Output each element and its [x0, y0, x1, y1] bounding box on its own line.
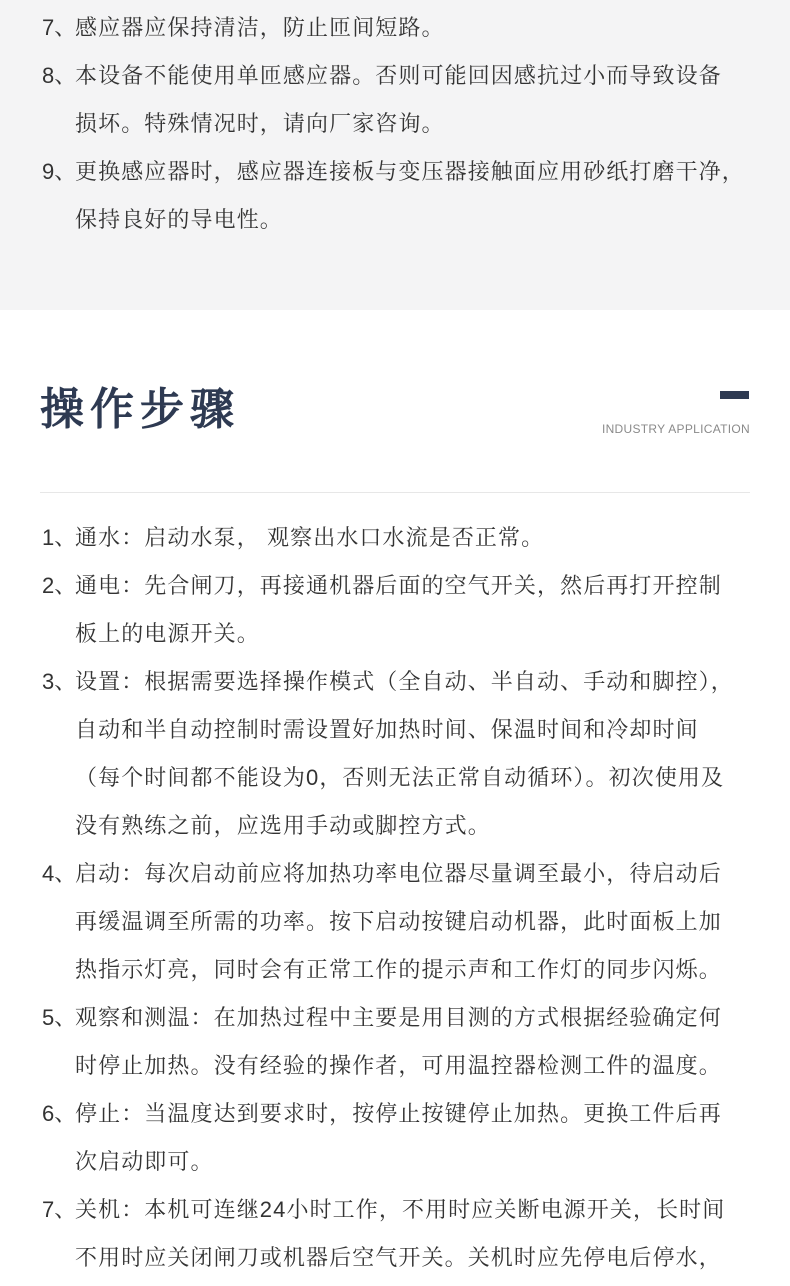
list-item-number: 4、 — [42, 861, 77, 886]
list-line-text: 感应器应保持清洁，防止匝间短路。 — [75, 15, 445, 40]
list-line — [42, 1090, 750, 1138]
list-item-number — [42, 196, 75, 244]
list-line-text: 自动和半自动控制时需设置好加热时间、保温时间和冷却时间 — [75, 717, 699, 742]
list-item-number: 8、 — [42, 63, 77, 88]
list-item-number: 3、 — [42, 669, 77, 694]
list-line — [42, 196, 750, 244]
list-item-number — [42, 946, 75, 994]
list-item-number — [42, 610, 75, 658]
list-line — [42, 100, 750, 148]
list-line-text: 没有熟练之前，应选用手动或脚控方式。 — [75, 813, 491, 838]
list-item-number: 2、 — [42, 573, 77, 598]
list-line — [42, 4, 750, 52]
list-line — [42, 1234, 750, 1282]
list-line-text: 通电：先合闸刀，再接通机器后面的空气开关，然后再打开控制 — [75, 573, 722, 598]
list-line-text: 时停止加热。没有经验的操作者，可用温控器检测工件的温度。 — [75, 1053, 722, 1078]
list-line — [42, 850, 750, 898]
operation-steps-section — [0, 493, 790, 1282]
list-line — [42, 946, 750, 994]
list-item-number: 9、 — [42, 159, 77, 184]
list-line — [42, 1138, 750, 1186]
list-item-number: 1、 — [42, 525, 77, 550]
list-line-text: 本设备不能使用单匝感应器。否则可能回因感抗过小而导致设备 — [75, 63, 722, 88]
list-line-text: 停止：当温度达到要求时，按停止按键停止加热。更换工件后再 — [75, 1101, 722, 1126]
list-item-number — [42, 1042, 75, 1090]
list-item-number — [42, 898, 75, 946]
list-line — [42, 1186, 750, 1234]
list-line-text: 观察和测温：在加热过程中主要是用目测的方式根据经验确定何 — [75, 1005, 722, 1030]
list-item-number: 7、 — [42, 15, 77, 40]
list-line-text: 通水：启动水泵， 观察出水口水流是否正常。 — [75, 525, 545, 550]
list-line — [42, 898, 750, 946]
accent-dash — [720, 391, 749, 399]
list-line-text: 更换感应器时，感应器连接板与变压器接触面应用砂纸打磨干净， — [75, 159, 745, 184]
list-line — [42, 562, 750, 610]
page-title: 操作步骤 — [40, 385, 240, 434]
section-header — [0, 310, 790, 435]
list-item-number — [42, 802, 75, 850]
list-item-number — [42, 1138, 75, 1186]
list-line — [42, 514, 750, 562]
list-line-text: 启动：每次启动前应将加热功率电位器尽量调至最小，待启动后 — [75, 861, 722, 886]
list-line-text: 损坏。特殊情况时，请向厂家咨询。 — [75, 111, 445, 136]
list-line — [42, 658, 750, 706]
list-line-text: 不用时应关闭闸刀或机器后空气开关。关机时应先停电后停水， — [75, 1245, 722, 1270]
list-item-number: 7、 — [42, 1197, 77, 1222]
list-line — [42, 994, 750, 1042]
list-line — [42, 148, 750, 196]
list-line-text: （每个时间都不能设为0，否则无法正常自动循环）。初次使用及 — [75, 765, 725, 790]
list-line-text: 设置：根据需要选择操作模式（全自动、半自动、手动和脚控）， — [75, 669, 734, 694]
list-item-number — [42, 754, 75, 802]
list-item-number — [42, 100, 75, 148]
list-item-number — [42, 1234, 75, 1282]
list-line — [42, 706, 750, 754]
list-item-number: 6、 — [42, 1101, 77, 1126]
section-subtitle: INDUSTRY APPLICATION — [601, 422, 750, 436]
list-line-text: 保持良好的导电性。 — [75, 207, 283, 232]
list-line-text: 板上的电源开关。 — [75, 621, 260, 646]
list-item-number: 5、 — [42, 1005, 77, 1030]
list-line — [42, 52, 750, 100]
list-line-text: 关机：本机可连继24小时工作，不用时应关断电源开关，长时间 — [75, 1197, 726, 1222]
list-line-text: 热指示灯亮，同时会有正常工作的提示声和工作灯的同步闪烁。 — [75, 957, 722, 982]
list-line-text: 再缓温调至所需的功率。按下启动按键启动机器，此时面板上加 — [75, 909, 722, 934]
list-line — [42, 802, 750, 850]
safety-notes-section — [0, 0, 790, 310]
list-line-text: 次启动即可。 — [75, 1149, 214, 1174]
list-line — [42, 1042, 750, 1090]
list-line — [42, 610, 750, 658]
list-line — [42, 754, 750, 802]
list-item-number — [42, 706, 75, 754]
